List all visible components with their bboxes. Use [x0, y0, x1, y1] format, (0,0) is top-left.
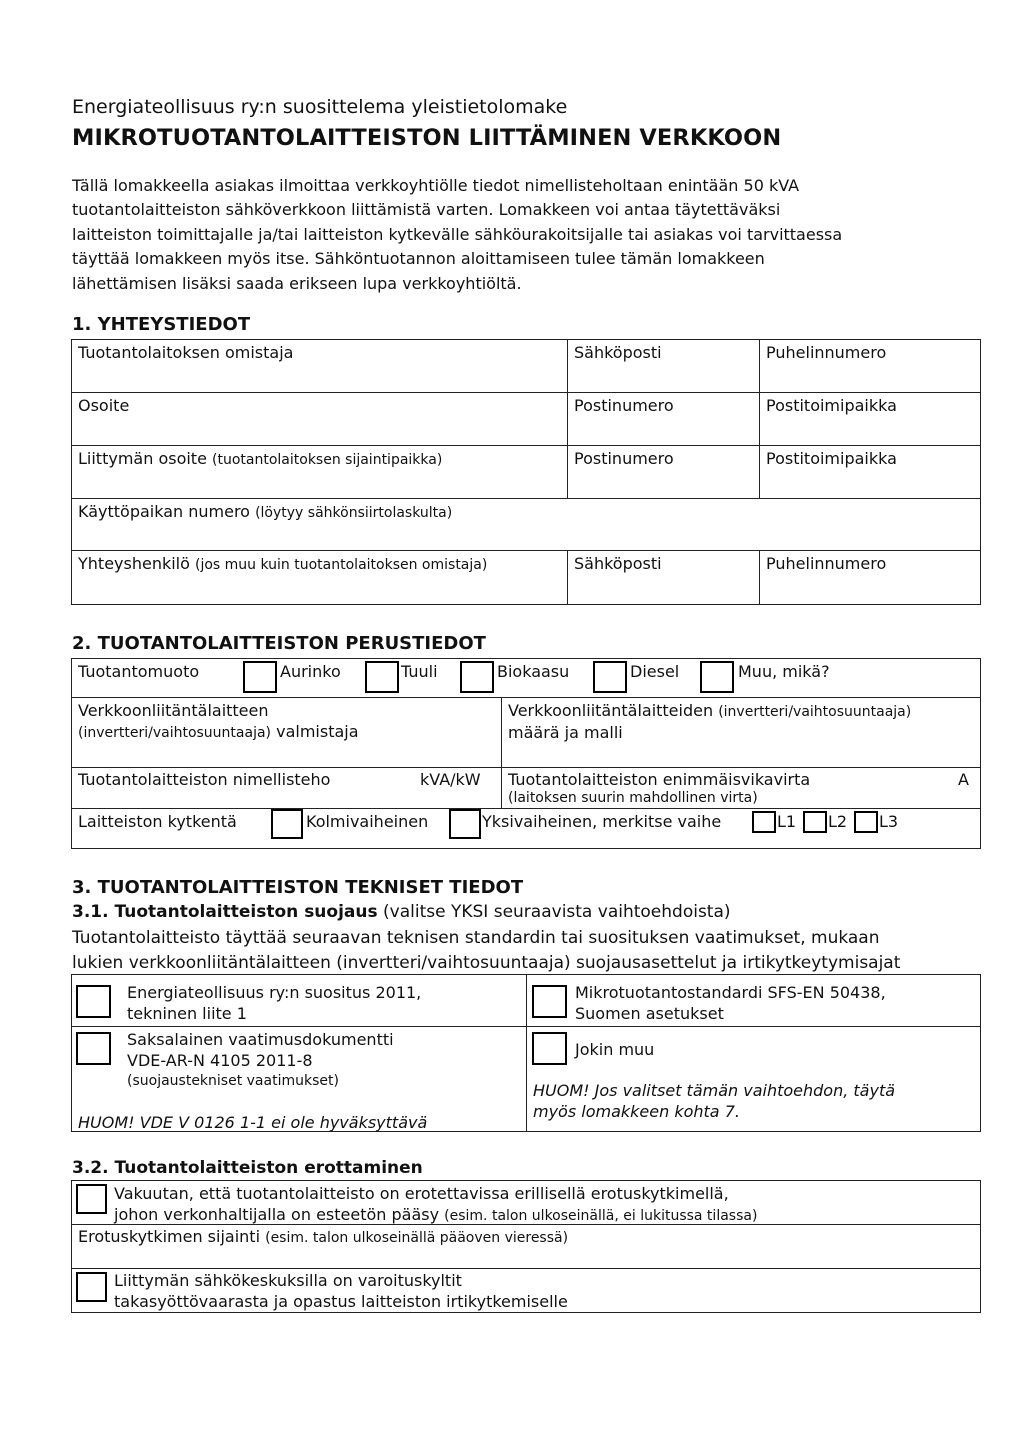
- single-phase-checkbox[interactable]: [449, 809, 481, 839]
- phase-l2-checkbox[interactable]: [803, 811, 827, 833]
- diesel-checkbox[interactable]: [593, 661, 627, 693]
- phase-l3-checkbox[interactable]: [854, 811, 878, 833]
- section-3-2-title: 3.2. Tuotantolaitteiston erottaminen: [72, 1158, 423, 1178]
- single-phase-label: Yksivaiheinen, merkitse vaihe: [482, 812, 722, 831]
- section-3-1-text: Tuotantolaitteisto täyttää seuraavan teknisen standardin tai suosituksen vaatimukset, mukaan lukien verkkoonliitäntälaitteen (invertteri/vaihtosuuntaaja) suojausasettelut ja irtikytkeytymisajat: [72, 928, 901, 973]
- owner-email-field[interactable]: Sähköposti: [574, 343, 662, 362]
- three-phase-label: Kolmivaiheinen: [306, 812, 429, 831]
- nominal-power-field[interactable]: Tuotantolaitteiston nimellisteho: [78, 770, 331, 789]
- wind-label: Tuuli: [401, 662, 438, 681]
- intro-text: Tällä lomakkeella asiakas ilmoittaa verkkoyhtiölle tiedot nimellisteholtaan enintään 50 kVA tuotantolaitteiston sähköverkkoon liittämistä varten. Lomakkeen voi antaa täytettäväksi laitteiston toimittajalle ja/tai laitteiston kytkevälle sähköurakoitsijalle tai asiakas voi tarvittaessa täyttää lomakkeen myös itse. Sähköntuotannon aloittamiseen tulee tämän lomakkeen lähettämisen lisäksi saada erikseen lupa verkkoyhtiöltä.: [72, 176, 843, 293]
- et-recommendation-label: Energiateollisuus ry:n suositus 2011, tekninen liite 1: [127, 983, 422, 1023]
- other-standard-note: HUOM! Jos valitset tämän vaihtoehdon, täytä myös lomakkeen kohta 7.: [533, 1081, 896, 1121]
- section-2-title: 2. TUOTANTOLAITTEISTON PERUSTIEDOT: [72, 633, 486, 654]
- fault-current-note: (laitoksen suurin mahdollinen virta): [508, 790, 758, 806]
- warning-signs-label: Liittymän sähkökeskuksilla on varoituskyltit takasyöttövaarasta ja opastus laitteiston irtikytkemiselle: [114, 1271, 568, 1311]
- section-3-1-title: 3.1. Tuotantolaitteiston suojaus (valitse YKSI seuraavista vaihtoehdoista): [72, 902, 731, 922]
- biogas-label: Biokaasu: [497, 662, 570, 681]
- production-type-label: Tuotantomuoto: [78, 662, 200, 681]
- biogas-checkbox[interactable]: [460, 661, 494, 693]
- phase-l1-checkbox[interactable]: [752, 811, 776, 833]
- owner-phone-field[interactable]: Puhelinnumero: [766, 343, 887, 362]
- other-type-checkbox[interactable]: [700, 661, 734, 693]
- vde-document-checkbox[interactable]: [76, 1032, 111, 1065]
- inverter-maker-field[interactable]: Verkkoonliitäntälaitteen (invertteri/vaihtosuuntaaja) valmistaja: [78, 701, 359, 741]
- solar-label: Aurinko: [280, 662, 341, 681]
- other-type-label[interactable]: Muu, mikä?: [738, 662, 830, 681]
- city-field[interactable]: Postitoimipaikka: [766, 396, 897, 415]
- form-subtitle: Energiateollisuus ry:n suosittelema yleistietolomake: [72, 96, 568, 118]
- form-title: MIKROTUOTANTOLAITTEISTON LIITTÄMINEN VERKKOON: [72, 125, 782, 151]
- nominal-power-unit: kVA/kW: [420, 770, 481, 789]
- section-1-title: 1. YHTEYSTIEDOT: [72, 314, 251, 335]
- vde-document-label: Saksalainen vaatimusdokumentti VDE-AR-N 4105 2011-8 (suojaustekniset vaatimukset): [127, 1030, 394, 1089]
- phase-l3-label: L3: [879, 812, 899, 831]
- et-recommendation-checkbox[interactable]: [76, 985, 111, 1018]
- switch-location-field[interactable]: Erotuskytkimen sijainti (esim. talon ulkoseinällä pääoven vieressä): [78, 1227, 569, 1246]
- disconnection-confirm-checkbox[interactable]: [76, 1184, 107, 1214]
- fault-current-unit: A: [958, 770, 969, 789]
- solar-checkbox[interactable]: [243, 661, 277, 693]
- connection-label: Laitteiston kytkentä: [78, 812, 237, 831]
- wind-checkbox[interactable]: [365, 661, 399, 693]
- connection-postcode-field[interactable]: Postinumero: [574, 449, 674, 468]
- vde-note: HUOM! VDE V 0126 1-1 ei ole hyväksyttävä: [78, 1113, 428, 1132]
- other-standard-checkbox[interactable]: [532, 1032, 567, 1065]
- other-standard-label: Jokin muu: [575, 1040, 655, 1059]
- three-phase-checkbox[interactable]: [271, 809, 303, 839]
- inverter-model-field[interactable]: Verkkoonliitäntälaitteiden (invertteri/vaihtosuuntaaja) määrä ja malli: [508, 701, 912, 742]
- site-number-field[interactable]: Käyttöpaikan numero (löytyy sähkönsiirtolaskulta): [78, 502, 453, 521]
- contact-phone-field[interactable]: Puhelinnumero: [766, 554, 887, 573]
- owner-field[interactable]: Tuotantolaitoksen omistaja: [78, 343, 294, 362]
- contact-person-field[interactable]: Yhteyshenkilö (jos muu kuin tuotantolaitoksen omistaja): [78, 554, 488, 573]
- contact-email-field[interactable]: Sähköposti: [574, 554, 662, 573]
- disconnection-confirm-label: Vakuutan, että tuotantolaitteisto on erotettavissa erillisellä erotuskytkimellä, johon verkonhaltijalla on esteetön pääsy (esim. talon ulkoseinällä, ei lukitussa tilassa): [114, 1184, 758, 1224]
- phase-l2-label: L2: [828, 812, 848, 831]
- address-field[interactable]: Osoite: [78, 396, 130, 415]
- fault-current-field[interactable]: Tuotantolaitteiston enimmäisvikavirta: [508, 770, 811, 789]
- connection-city-field[interactable]: Postitoimipaikka: [766, 449, 897, 468]
- postcode-field[interactable]: Postinumero: [574, 396, 674, 415]
- sfs-standard-checkbox[interactable]: [532, 985, 567, 1018]
- section-3-title: 3. TUOTANTOLAITTEISTON TEKNISET TIEDOT: [72, 877, 524, 898]
- phase-l1-label: L1: [777, 812, 797, 831]
- warning-signs-checkbox[interactable]: [76, 1272, 107, 1302]
- sfs-standard-label: Mikrotuotantostandardi SFS-EN 50438, Suomen asetukset: [575, 983, 886, 1023]
- diesel-label: Diesel: [630, 662, 680, 681]
- connection-address-field[interactable]: Liittymän osoite (tuotantolaitoksen sijaintipaikka): [78, 449, 443, 468]
